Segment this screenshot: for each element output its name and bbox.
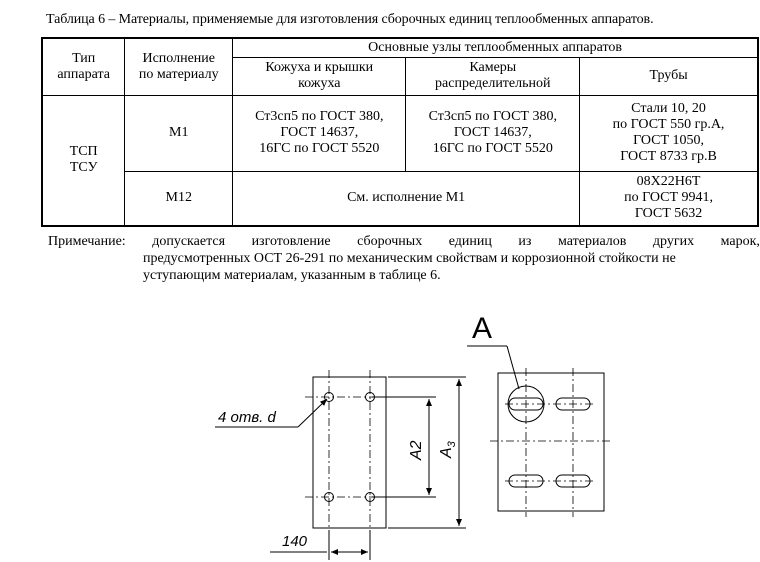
header-chambers: Камеры распределительной	[406, 57, 580, 95]
note-line-3: уступающим материалам, указанным в таблице 6.	[143, 268, 441, 283]
dim-a3-label	[438, 440, 458, 459]
dim-140-label: 140	[282, 533, 308, 550]
header-main-group: Основные узлы теплообменных аппаратов	[233, 38, 758, 57]
holes-label: 4 отв. d	[218, 409, 276, 426]
view-a-label: А	[472, 312, 493, 345]
cell-tubes-m12: 08Х22Н6Т по ГОСТ 9941, ГОСТ 5632	[580, 171, 758, 226]
note-line-2: предусмотренных ОСТ 26-291 по механическим свойствам и коррозионной стойкости не	[143, 251, 676, 266]
header-tubes: Трубы	[580, 57, 758, 95]
note-line-1: Примечание: допускается изготовление сборочных единиц из материалов других марок,	[48, 234, 760, 249]
header-casing: Кожуха и крышки кожуха	[233, 57, 406, 95]
cell-merged-m12: См. исполнение М1	[233, 171, 580, 226]
view-a-plate	[498, 373, 604, 511]
cell-casing-m1: Ст3сп5 по ГОСТ 380, ГОСТ 14637, 16ГС по ГОСТ 5520	[233, 95, 406, 171]
cell-tubes-m1: Стали 10, 20 по ГОСТ 550 гр.А, ГОСТ 1050, ГОСТ 8733 гр.В	[580, 95, 758, 171]
cell-chambers-m1: Ст3сп5 по ГОСТ 380, ГОСТ 14637, 16ГС по ГОСТ 5520	[406, 95, 580, 171]
header-execution: Исполнение по материалу	[125, 38, 233, 95]
dim-a2-label: А2	[408, 440, 425, 460]
cell-execution-m1: М1	[125, 95, 233, 171]
note-label: Примечание:	[48, 234, 126, 249]
cell-execution-m12: М12	[125, 171, 233, 226]
plate-outline	[313, 377, 386, 528]
cell-type-value: ТСП ТСУ	[42, 95, 125, 226]
header-type: Тип аппарата	[42, 38, 125, 95]
table-caption: Таблица 6 – Материалы, применяемые для изготовления сборочных единиц теплообменных аппаратов.	[46, 12, 654, 27]
svg-text:А3: $А_3$	[438, 441, 458, 458]
